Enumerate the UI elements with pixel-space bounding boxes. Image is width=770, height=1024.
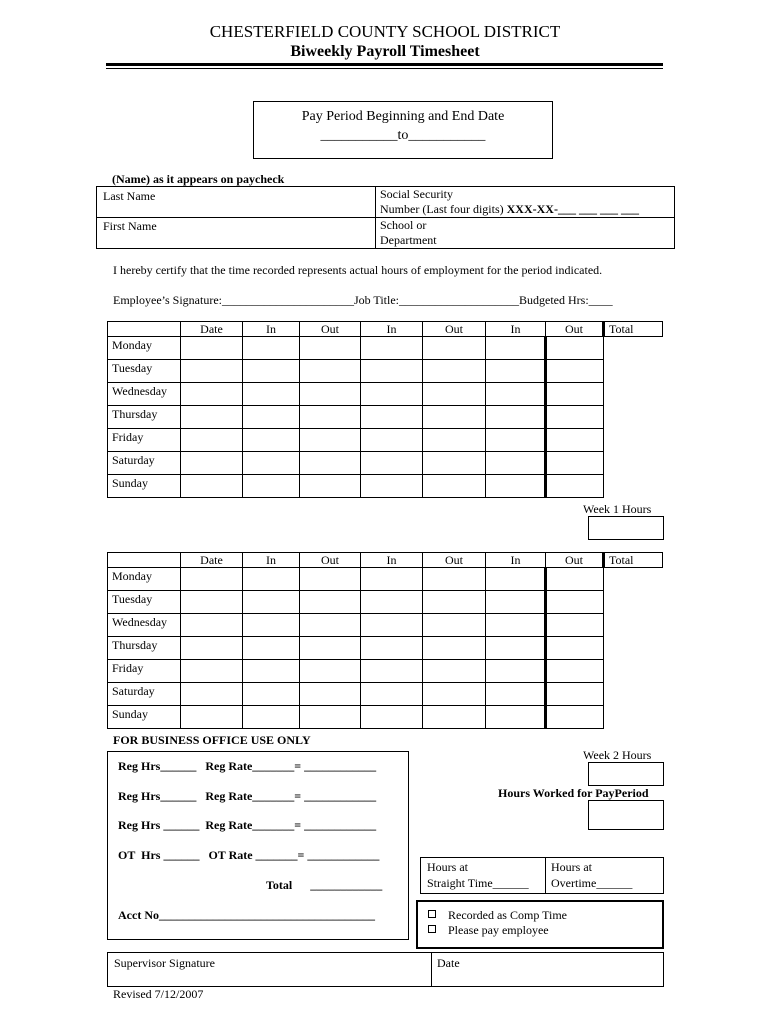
- time-entry-cell[interactable]: [300, 637, 361, 660]
- time-entry-cell[interactable]: [300, 406, 361, 429]
- total-line[interactable]: Total ____________: [266, 878, 383, 892]
- time-entry-cell[interactable]: [486, 452, 546, 475]
- time-entry-cell[interactable]: [181, 406, 243, 429]
- time-entry-cell[interactable]: [243, 683, 300, 706]
- time-entry-cell[interactable]: [546, 683, 604, 706]
- header-cell-out: Out: [546, 322, 604, 337]
- payment-options-box: [416, 900, 664, 949]
- time-entry-cell[interactable]: [486, 706, 546, 729]
- header-cell-empty: [108, 322, 181, 337]
- time-entry-cell[interactable]: [243, 614, 300, 637]
- day-label: Tuesday: [108, 360, 181, 383]
- name-caption: (Name) as it appears on paycheck: [112, 172, 285, 186]
- time-entry-cell[interactable]: [486, 683, 546, 706]
- time-entry-cell[interactable]: [361, 360, 423, 383]
- employee-signature-line[interactable]: Employee’s Signature:______________________Job Title:____________________Budgeted Hrs:____: [113, 293, 613, 307]
- ssn-field[interactable]: [380, 202, 639, 217]
- supervisor-signature-field[interactable]: Supervisor Signature: [114, 956, 215, 970]
- header-cell-out: Out: [546, 553, 604, 568]
- table-divider: [431, 953, 432, 986]
- time-entry-cell[interactable]: [300, 614, 361, 637]
- time-entry-cell[interactable]: [243, 568, 300, 591]
- ssn-mask: XXX-XX-___ ___ ___ ___: [506, 202, 639, 216]
- time-entry-cell[interactable]: [423, 683, 486, 706]
- header-cell-date: Date: [181, 322, 243, 337]
- pay-period-dates-field[interactable]: ___________to___________: [320, 128, 486, 143]
- time-entry-cell[interactable]: [181, 568, 243, 591]
- reg-hours-line-3[interactable]: Reg Hrs ______ Reg Rate_______= ____________: [118, 818, 377, 832]
- first-name-field[interactable]: First Name: [103, 219, 157, 233]
- time-entry-cell[interactable]: [361, 568, 423, 591]
- time-entry-cell[interactable]: [361, 591, 423, 614]
- certification-text: I hereby certify that the time recorded represents actual hours of employment for the period indicated.: [113, 263, 603, 277]
- straight-time-label: Hours at: [427, 860, 468, 874]
- time-entry-cell[interactable]: [423, 660, 486, 683]
- table-header-row: [108, 322, 663, 337]
- time-entry-cell[interactable]: [181, 614, 243, 637]
- time-entry-cell[interactable]: [361, 637, 423, 660]
- revision-date: Revised 7/12/2007: [113, 987, 204, 1001]
- header-cell-out: Out: [300, 322, 361, 337]
- time-entry-cell[interactable]: [486, 337, 546, 360]
- week1-timesheet-table: [107, 321, 663, 498]
- time-entry-cell[interactable]: [546, 383, 604, 406]
- time-entry-cell[interactable]: [486, 406, 546, 429]
- time-entry-cell[interactable]: [423, 429, 486, 452]
- time-entry-cell[interactable]: [181, 683, 243, 706]
- time-entry-cell[interactable]: [423, 452, 486, 475]
- table-row: [108, 591, 663, 614]
- form-title: Biweekly Payroll Timesheet: [290, 43, 480, 60]
- time-entry-cell[interactable]: [300, 706, 361, 729]
- time-entry-cell[interactable]: [361, 429, 423, 452]
- header-cell-in: In: [486, 553, 546, 568]
- header-cell-out: Out: [423, 322, 486, 337]
- time-entry-cell[interactable]: [181, 591, 243, 614]
- day-label: Thursday: [108, 637, 181, 660]
- time-entry-cell[interactable]: [243, 660, 300, 683]
- header-cell-in: In: [243, 553, 300, 568]
- school-field[interactable]: Department: [380, 233, 437, 247]
- approval-box: [107, 952, 664, 987]
- day-label: Sunday: [108, 706, 181, 729]
- time-entry-cell[interactable]: [361, 452, 423, 475]
- day-label: Monday: [108, 337, 181, 360]
- day-label: Friday: [108, 660, 181, 683]
- table-row: [108, 683, 663, 706]
- header-cell-total: Total: [604, 553, 663, 568]
- table-row: [108, 360, 663, 383]
- time-entry-cell[interactable]: [243, 360, 300, 383]
- header-cell-out: Out: [300, 553, 361, 568]
- header-cell-empty: [108, 553, 181, 568]
- time-entry-cell[interactable]: [181, 383, 243, 406]
- business-office-box: [107, 751, 409, 940]
- week2-timesheet-table: [107, 552, 663, 729]
- time-entry-cell[interactable]: [546, 591, 604, 614]
- time-entry-cell[interactable]: [300, 452, 361, 475]
- time-entry-cell[interactable]: [361, 706, 423, 729]
- time-entry-cell[interactable]: [300, 383, 361, 406]
- time-entry-cell[interactable]: [546, 614, 604, 637]
- week2-hours-label: Week 2 Hours: [583, 748, 652, 762]
- table-row: [108, 614, 663, 637]
- header-cell-in: In: [361, 322, 423, 337]
- day-label: Thursday: [108, 406, 181, 429]
- time-entry-cell[interactable]: [423, 383, 486, 406]
- table-row: [108, 475, 663, 498]
- time-entry-cell[interactable]: [486, 660, 546, 683]
- table-row: [108, 406, 663, 429]
- time-entry-cell[interactable]: [486, 360, 546, 383]
- time-entry-cell[interactable]: [243, 383, 300, 406]
- time-entry-cell[interactable]: [423, 706, 486, 729]
- time-entry-cell[interactable]: [243, 337, 300, 360]
- straight-time-field[interactable]: Straight Time______: [427, 876, 529, 890]
- time-entry-cell[interactable]: [300, 591, 361, 614]
- time-entry-cell[interactable]: [181, 337, 243, 360]
- table-header-row: [108, 553, 663, 568]
- time-entry-cell[interactable]: [361, 683, 423, 706]
- time-entry-cell[interactable]: [181, 475, 243, 498]
- approval-date-field[interactable]: Date: [437, 956, 460, 970]
- school-label-line1: School or: [380, 218, 427, 232]
- time-entry-cell[interactable]: [546, 429, 604, 452]
- time-entry-cell[interactable]: [546, 406, 604, 429]
- pay-employee-checkbox[interactable]: [428, 925, 436, 933]
- time-entry-cell[interactable]: [486, 591, 546, 614]
- time-entry-cell[interactable]: [361, 475, 423, 498]
- ssn-label-line1: Social Security: [380, 187, 453, 201]
- time-entry-cell[interactable]: [181, 706, 243, 729]
- time-entry-cell[interactable]: [181, 429, 243, 452]
- day-label: Tuesday: [108, 591, 181, 614]
- time-entry-cell[interactable]: [243, 475, 300, 498]
- hours-breakdown-table: [420, 857, 664, 894]
- time-entry-cell[interactable]: [243, 406, 300, 429]
- time-entry-cell[interactable]: [546, 637, 604, 660]
- time-entry-cell[interactable]: [423, 337, 486, 360]
- time-entry-cell[interactable]: [546, 660, 604, 683]
- time-entry-cell[interactable]: [486, 637, 546, 660]
- time-entry-cell[interactable]: [361, 406, 423, 429]
- header-cell-out: Out: [423, 553, 486, 568]
- time-entry-cell[interactable]: [300, 337, 361, 360]
- time-entry-cell[interactable]: [361, 337, 423, 360]
- day-label: Wednesday: [108, 383, 181, 406]
- time-entry-cell[interactable]: [423, 614, 486, 637]
- time-entry-cell[interactable]: [243, 706, 300, 729]
- table-row: [108, 337, 663, 360]
- time-entry-cell[interactable]: [300, 429, 361, 452]
- time-entry-cell[interactable]: [423, 568, 486, 591]
- table-divider: [545, 858, 546, 893]
- week1-hours-label: Week 1 Hours: [583, 502, 652, 516]
- time-entry-cell[interactable]: [486, 568, 546, 591]
- pay-period-label: Pay Period Beginning and End Date: [301, 109, 505, 124]
- time-entry-cell[interactable]: [546, 706, 604, 729]
- time-entry-cell[interactable]: [423, 360, 486, 383]
- header-cell-total: Total: [604, 322, 663, 337]
- table-row: [108, 429, 663, 452]
- reg-hours-line-1[interactable]: Reg Hrs______ Reg Rate_______= ____________: [118, 759, 377, 773]
- week2-hours-field[interactable]: [588, 762, 664, 786]
- time-entry-cell[interactable]: [243, 429, 300, 452]
- employee-info-table: [96, 186, 675, 249]
- time-entry-cell[interactable]: [361, 614, 423, 637]
- time-entry-cell[interactable]: [423, 591, 486, 614]
- time-entry-cell[interactable]: [486, 383, 546, 406]
- table-row: [108, 660, 663, 683]
- day-label: Sunday: [108, 475, 181, 498]
- time-entry-cell[interactable]: [181, 360, 243, 383]
- time-entry-cell[interactable]: [546, 452, 604, 475]
- header-rule-thin: [106, 68, 663, 69]
- time-entry-cell[interactable]: [486, 429, 546, 452]
- time-entry-cell[interactable]: [546, 568, 604, 591]
- last-name-field[interactable]: Last Name: [103, 189, 156, 203]
- comp-time-checkbox[interactable]: [428, 910, 436, 918]
- header-cell-date: Date: [181, 553, 243, 568]
- time-entry-cell[interactable]: [546, 360, 604, 383]
- time-entry-cell[interactable]: [361, 383, 423, 406]
- pay-period-box[interactable]: [253, 101, 553, 159]
- time-entry-cell[interactable]: [243, 637, 300, 660]
- reg-hours-line-2[interactable]: Reg Hrs______ Reg Rate_______= ____________: [118, 789, 377, 803]
- pay-employee-option[interactable]: [428, 923, 549, 938]
- table-row: [108, 637, 663, 660]
- table-row: [108, 568, 663, 591]
- overtime-field[interactable]: Overtime______: [551, 876, 633, 890]
- ot-hours-line[interactable]: OT Hrs ______ OT Rate _______= ____________: [118, 848, 380, 862]
- overtime-label: Hours at: [551, 860, 592, 874]
- time-entry-cell[interactable]: [181, 452, 243, 475]
- day-label: Saturday: [108, 452, 181, 475]
- time-entry-cell[interactable]: [423, 406, 486, 429]
- time-entry-cell[interactable]: [546, 475, 604, 498]
- time-entry-cell[interactable]: [300, 475, 361, 498]
- day-label: Friday: [108, 429, 181, 452]
- comp-time-label: Recorded as Comp Time: [448, 908, 567, 922]
- header-cell-in: In: [361, 553, 423, 568]
- business-office-caption: FOR BUSINESS OFFICE USE ONLY: [113, 733, 311, 747]
- time-entry-cell[interactable]: [546, 337, 604, 360]
- time-entry-cell[interactable]: [300, 568, 361, 591]
- time-entry-cell[interactable]: [181, 637, 243, 660]
- pay-employee-label: Please pay employee: [448, 923, 549, 937]
- day-label: Saturday: [108, 683, 181, 706]
- week1-hours-field[interactable]: [588, 516, 664, 540]
- hours-worked-label: Hours Worked for PayPeriod: [498, 786, 649, 800]
- time-entry-cell[interactable]: [486, 614, 546, 637]
- time-entry-cell[interactable]: [423, 475, 486, 498]
- time-entry-cell[interactable]: [361, 660, 423, 683]
- day-label: Monday: [108, 568, 181, 591]
- time-entry-cell[interactable]: [181, 660, 243, 683]
- time-entry-cell[interactable]: [243, 591, 300, 614]
- table-row: [108, 452, 663, 475]
- time-entry-cell[interactable]: [300, 683, 361, 706]
- day-label: Wednesday: [108, 614, 181, 637]
- district-title: CHESTERFIELD COUNTY SCHOOL DISTRICT: [209, 22, 561, 41]
- table-row: [108, 383, 663, 406]
- header-cell-in: In: [243, 322, 300, 337]
- time-entry-cell[interactable]: [300, 360, 361, 383]
- time-entry-cell[interactable]: [486, 475, 546, 498]
- time-entry-cell[interactable]: [243, 452, 300, 475]
- header-cell-in: In: [486, 322, 546, 337]
- header-rule-thick: [106, 63, 663, 66]
- time-entry-cell[interactable]: [300, 660, 361, 683]
- account-number-line[interactable]: Acct No____________________________________: [118, 908, 375, 922]
- table-row: [108, 706, 663, 729]
- comp-time-option[interactable]: [428, 908, 567, 923]
- hours-worked-field[interactable]: [588, 800, 664, 830]
- ssn-label-line2: Number (Last four digits): [380, 202, 504, 216]
- time-entry-cell[interactable]: [423, 637, 486, 660]
